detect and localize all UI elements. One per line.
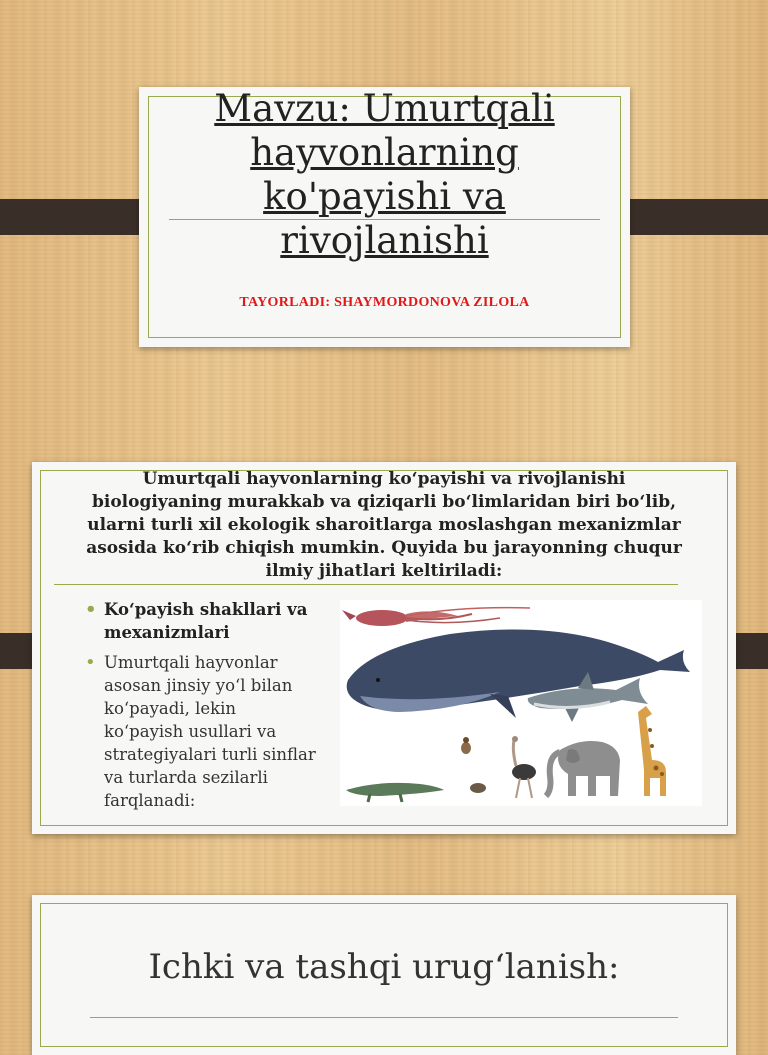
section-slide[interactable] — [32, 895, 736, 1055]
right-bar-1 — [613, 199, 768, 235]
title-slide[interactable] — [139, 87, 630, 347]
section-heading: Ichki va tashqi urug‘lanish: — [148, 947, 620, 987]
squid-icon — [342, 608, 530, 626]
left-bar-1 — [0, 199, 156, 235]
animals-size-comparison-image — [340, 600, 702, 806]
content-slide[interactable] — [32, 462, 736, 834]
animals-illustration — [340, 600, 702, 806]
ostrich-icon — [512, 736, 536, 798]
bullet-item: • Ko‘payish shakllari va mexanizmlari — [84, 598, 316, 644]
small-animal-icon — [470, 783, 486, 793]
divider-line — [54, 584, 678, 585]
elephant-icon — [546, 741, 620, 796]
intro-paragraph: Umurtqali hayvonlarning ko‘payishi va rivojlanishi biologiyaning murakkab va qiziqarli bo‘limlaridan biri bo‘lib, ularni turli xil ekologik sharoitlarga moslashgan mexanizmlar asosida ko‘rib chiqish mumkin. Quyida bu jarayonning chuqur ilmiy jihatlari keltiriladi: — [86, 469, 682, 581]
whale-icon — [347, 630, 690, 719]
bird-icon — [461, 737, 471, 754]
divider-line — [90, 1017, 678, 1018]
crocodile-icon — [346, 783, 444, 802]
author-line: TAYORLADI: SHAYMORDONOVA ZILOLA — [239, 295, 530, 310]
bullet-item: • Umurtqali hayvonlar asosan jinsiy yo‘l bilan ko‘payadi, lekin ko‘payish usullari va strategiyalari turli sinflar va turlarda sezilarli farqlanadi: — [84, 651, 316, 812]
giraffe-icon — [638, 706, 666, 796]
bullet-list — [84, 598, 316, 819]
slide-title: Mavzu: Umurtqali hayvonlarning ko'payishi va rivojlanishi — [214, 87, 555, 262]
